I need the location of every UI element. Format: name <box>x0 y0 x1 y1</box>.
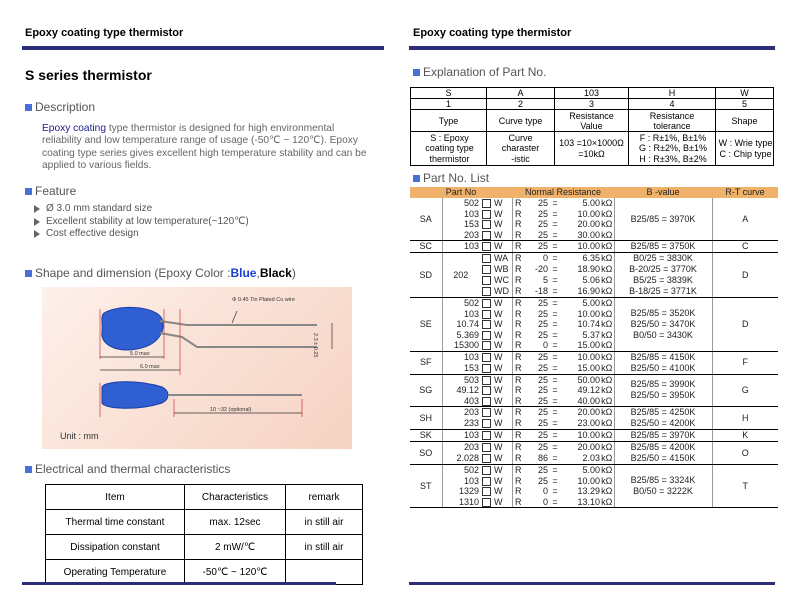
checkbox-icon <box>482 397 491 406</box>
table-row: 103 W R 25 = 10.00 kΩ <box>463 475 613 486</box>
checkbox-icon <box>482 487 491 496</box>
checkbox-icon <box>482 466 491 475</box>
table-row: SE 502 W R 25 = 5.00 kΩ B25/85 = 3520K B25/50 = 3470K B0/50 = 3430K D <box>410 298 778 309</box>
electrical-heading: Electrical and thermal characteristics <box>25 462 230 476</box>
table-row: Thermal time constant max. 12sec in still air <box>46 510 363 535</box>
rt-curve-cell: D <box>712 253 778 298</box>
table-header-cell: R-T curve <box>712 187 778 198</box>
series-cell: ST <box>410 465 442 508</box>
bullet-square-icon <box>25 270 32 277</box>
bullet-square-icon <box>413 175 420 182</box>
rt-curve-cell: K <box>712 430 778 442</box>
table-row: SK 103 W R 25 = 10.00 kΩ B25/85 = 3970K K <box>410 430 778 442</box>
checkbox-icon <box>482 210 491 219</box>
rt-curve-cell: T <box>712 465 778 508</box>
name-row: Type Curve type Resistance Value Resistance tolerance Shape <box>411 110 774 132</box>
table-row: 1329 W R 0 = 13.29 kΩ <box>458 486 613 496</box>
left-header-rule <box>22 46 384 50</box>
table-row: Operating Temperature -50℃ ~ 120℃ <box>46 560 363 585</box>
table-row: 103 W R 25 = 10.00 kΩ <box>463 308 613 319</box>
table-row: 153 W R 25 = 15.00 kΩ <box>410 363 778 375</box>
table-row: 15300 W R 0 = 15.00 kΩ <box>410 340 778 351</box>
rt-curve-cell: O <box>712 442 778 465</box>
checkbox-icon <box>482 310 491 319</box>
b-value-cell: B0/25 = 3830K B-20/25 = 3770K B5/25 = 3839K B-18/25 = 3771K <box>614 253 712 298</box>
right-header: Epoxy coating type thermistor <box>413 27 572 39</box>
b-value-cell: B25/85 = 4250K B25/50 = 4200K <box>614 407 712 430</box>
series-cell: SO <box>410 442 442 465</box>
table-row: Dissipation constant 2 mW/℃ in still air <box>46 535 363 560</box>
table-header-cell: Item <box>46 485 185 510</box>
dim-23-label: 2.3 ± 0.25 <box>312 333 318 358</box>
checkbox-icon <box>482 477 491 486</box>
part-list-table <box>410 187 778 508</box>
triangle-bullet-icon <box>34 230 40 238</box>
checkbox-icon <box>482 498 491 507</box>
table-header-cell: Characteristics <box>185 485 286 510</box>
code-row: S A 103 H W <box>411 88 774 99</box>
series-cell: SK <box>410 430 442 442</box>
checkbox-icon <box>482 265 491 274</box>
table-row: 49.12 W R 25 = 49.12 kΩ <box>456 385 613 395</box>
checkbox-icon <box>482 454 491 463</box>
desc-row: S : Epoxy coating type thermistor Curve charaster -istic 103 =10×1000Ω =10kΩ F : R±1%, B±1% G : R±2%, B±1% H : R±3%, B±2% W : Wrie type C : Chip type <box>411 132 774 166</box>
table-row: SO 203 W R 25 = 20.00 kΩ B25/85 = 4200K B25/50 = 4150K O <box>410 442 778 454</box>
feature-item: Excellent stability at low temperature(~120℃) <box>28 216 249 229</box>
triangle-bullet-icon <box>34 218 40 226</box>
b-value-cell: B25/85 = 3970K <box>614 430 712 442</box>
checkbox-icon <box>482 242 491 251</box>
table-row: 403 W R 25 = 40.00 kΩ <box>410 396 778 407</box>
bullet-square-icon <box>413 69 420 76</box>
dim-5-label: 5.0 max <box>130 351 150 357</box>
rt-curve-cell: H <box>712 407 778 430</box>
b-value-cell: B25/85 = 3750K <box>614 241 712 253</box>
triangle-bullet-icon <box>34 205 40 213</box>
table-row: ST 502 W R 25 = 5.00 kΩ B25/85 = 3324K B0/50 = 3222K T <box>410 465 778 476</box>
checkbox-icon <box>482 419 491 428</box>
shape-heading: Shape and dimension (Epoxy Color : Blue , Black ) <box>25 266 296 280</box>
bullet-square-icon <box>25 188 32 195</box>
series-cell: SD <box>410 253 442 298</box>
right-header-rule <box>409 46 775 50</box>
wire-label: Φ 0.45 Tin Plated Cu wire <box>232 297 295 303</box>
table-header-cell: B -value <box>614 187 712 198</box>
checkbox-icon <box>482 364 491 373</box>
checkbox-icon <box>482 320 491 329</box>
table-row: 153 W R 25 = 20.00 kΩ <box>463 219 613 229</box>
checkbox-icon <box>482 220 491 229</box>
table-row: WD R -18 = 16.90 kΩ <box>410 286 778 298</box>
table-row: WC R 5 = 5.06 kΩ <box>410 275 778 286</box>
checkbox-icon <box>482 386 491 395</box>
table-header-cell: Normal Resistance <box>512 187 614 198</box>
series-cell: SC <box>410 241 442 253</box>
page-title: S series thermistor <box>25 67 152 83</box>
partlist-heading: Part No. List <box>413 171 489 185</box>
table-row: SF 103 W R 25 = 10.00 kΩ B25/85 = 4150K B25/50 = 4100K F <box>410 351 778 363</box>
checkbox-icon <box>482 276 491 285</box>
series-cell: SH <box>410 407 442 430</box>
table-header-cell: Part No <box>410 187 512 198</box>
table-row: 10.74 W R 25 = 10.74 kΩ <box>456 319 613 329</box>
b-value-cell: B25/85 = 3520K B25/50 = 3470K B0/50 = 3430K <box>614 298 712 352</box>
checkbox-icon <box>482 353 491 362</box>
table-row: WB R -20 = 18.90 kΩ <box>410 264 778 275</box>
b-value-cell: B25/85 = 3990K B25/50 = 3950K <box>614 374 712 407</box>
checkbox-icon <box>482 408 491 417</box>
table-header-row <box>46 485 363 510</box>
table-row: SA 502 W R 25 = 5.00 kΩ B25/85 = 3970K A <box>410 198 778 209</box>
feature-item: Ø 3.0 mm standard size <box>28 203 249 216</box>
rt-curve-cell: F <box>712 351 778 374</box>
rt-curve-cell: C <box>712 241 778 253</box>
b-value-cell: B25/85 = 3970K <box>614 198 712 241</box>
table-header-row <box>410 187 778 198</box>
feature-item: Cost effective design <box>28 228 249 241</box>
table-row: 233 W R 25 = 23.00 kΩ <box>410 418 778 430</box>
checkbox-icon <box>482 254 491 263</box>
b-value-cell: B25/85 = 4150K B25/50 = 4100K <box>614 351 712 374</box>
left-header: Epoxy coating type thermistor <box>25 27 184 39</box>
series-cell: SA <box>410 198 442 241</box>
b-value-cell: B25/85 = 4200K B25/50 = 4150K <box>614 442 712 465</box>
table-row: 103 W R 25 = 10.00 kΩ <box>463 208 613 219</box>
checkbox-icon <box>482 287 491 296</box>
b-value-cell: B25/85 = 3324K B0/50 = 3222K <box>614 465 712 508</box>
bullet-square-icon <box>25 104 32 111</box>
electrical-table <box>45 484 363 585</box>
checkbox-icon <box>482 431 491 440</box>
num-row: 1 2 3 4 5 <box>411 99 774 110</box>
dim-6-label: 6.0 max <box>140 364 160 370</box>
table-row: 5.369 W R 25 = 5.37 kΩ <box>456 329 613 340</box>
checkbox-icon <box>482 199 491 208</box>
left-footer-rule <box>22 582 336 585</box>
rt-curve-cell: A <box>712 198 778 241</box>
checkbox-icon <box>482 443 491 452</box>
explanation-heading: Explanation of Part No. <box>413 65 546 79</box>
rt-curve-cell: D <box>712 298 778 352</box>
series-cell: SE <box>410 298 442 352</box>
series-cell: SG <box>410 374 442 407</box>
description-heading: Description <box>25 100 95 114</box>
right-footer-rule <box>409 582 775 585</box>
checkbox-icon <box>482 231 491 240</box>
feature-heading: Feature <box>25 184 76 198</box>
rt-curve-cell: G <box>712 374 778 407</box>
description-text: Epoxy coating type thermistor is designed for high environmental reliability and low temperature range of usage (-50℃ ~ 120℃). Epoxy coating type series gives excellent high temperature stability and can be applied to various fields. <box>42 123 367 172</box>
partno-explanation-table <box>410 87 774 166</box>
table-row: 203 W R 25 = 30.00 kΩ <box>410 230 778 241</box>
shape-diagram <box>42 287 352 449</box>
table-row: SG 503 W R 25 = 50.00 kΩ B25/85 = 3990K B25/50 = 3950K G <box>410 374 778 385</box>
thermistor-diagram <box>42 287 352 449</box>
table-row: 2.028 W R 86 = 2.03 kΩ <box>410 453 778 465</box>
bullet-square-icon <box>25 466 32 473</box>
checkbox-icon <box>482 341 491 350</box>
table-row: 1310 W R 0 = 13.10 kΩ <box>410 497 778 508</box>
table-header-cell: remark <box>286 485 363 510</box>
table-row: SD 202 WA R 0 = 6.35 kΩ B0/25 = 3830K B-20/25 = 3770K B5/25 = 3839K B-18/25 = 3771K D <box>410 253 778 265</box>
table-row: SH 203 W R 25 = 20.00 kΩ B25/85 = 4250K B25/50 = 4200K H <box>410 407 778 419</box>
dim-10-label: 10 ~32 (optional) <box>210 407 252 413</box>
series-cell: SF <box>410 351 442 374</box>
feature-list <box>28 203 249 241</box>
checkbox-icon <box>482 376 491 385</box>
unit-label: Unit : mm <box>60 431 99 441</box>
table-row: SC 103 W R 25 = 10.00 kΩ B25/85 = 3750K C <box>410 241 778 253</box>
checkbox-icon <box>482 331 491 340</box>
checkbox-icon <box>482 299 491 308</box>
